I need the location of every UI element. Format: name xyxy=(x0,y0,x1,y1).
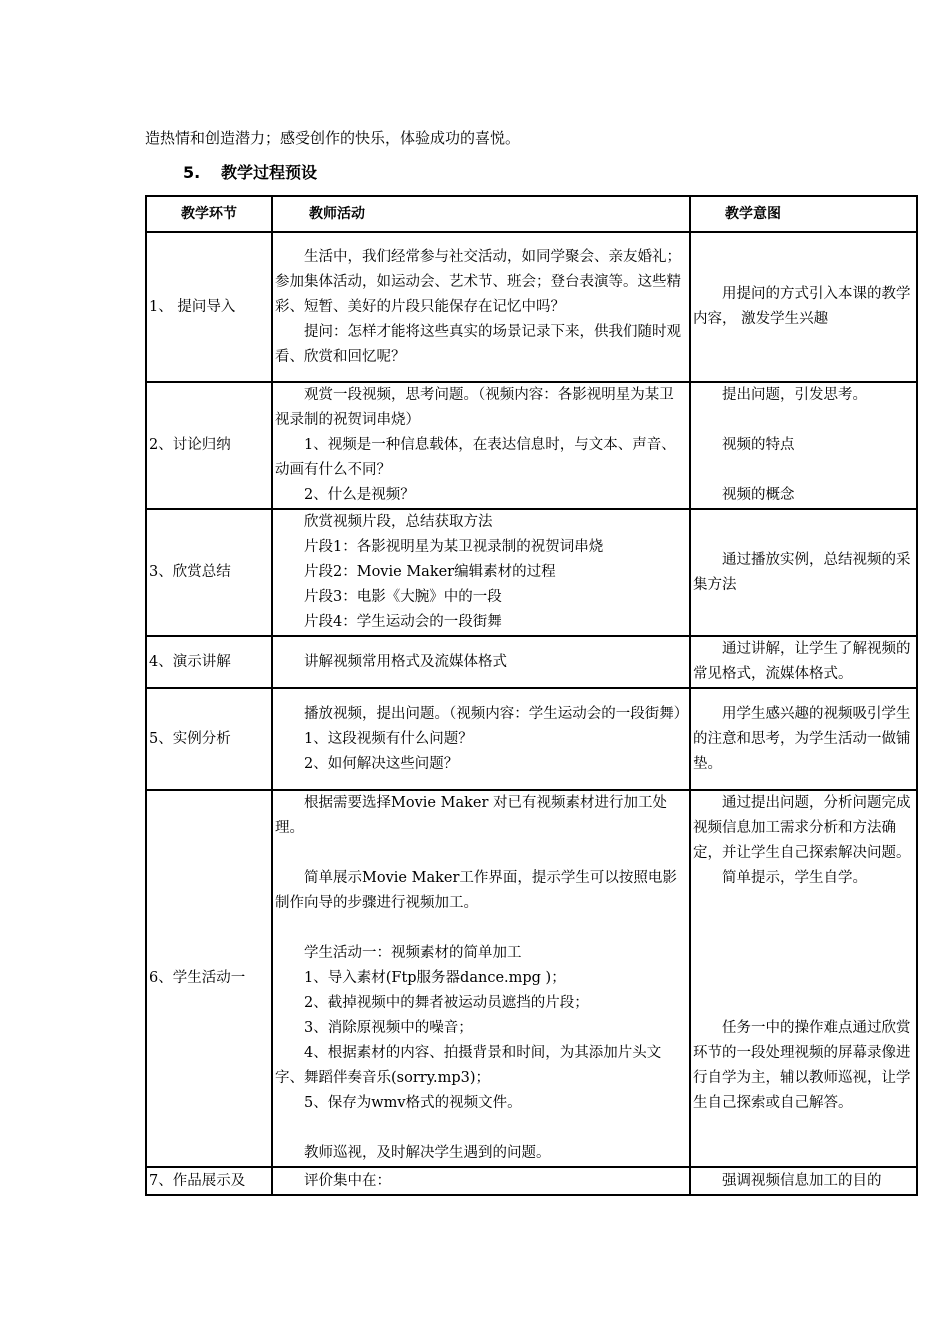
activity-line: 1、视频是一种信息载体，在表达信息时，与文本、声音、动画有什么不同？ xyxy=(275,437,676,478)
activity-line: 提问：怎样才能将这些真实的场景记录下来，供我们随时观看、欣赏和回忆呢？ xyxy=(275,323,681,365)
activity-line: 2、如何解决这些问题？ xyxy=(304,755,459,772)
intent-line: 用提问的方式引入本课的教学内容， 激发学生兴趣 xyxy=(693,286,911,327)
activity-line: 4、根据素材的内容、拍摄背景和时间，为其添加片头文字、舞蹈伴奏音乐(sorry.mp3)； xyxy=(275,1045,662,1086)
intent-cell xyxy=(690,232,917,382)
intro-paragraph: 造热情和创造潜力；感受创作的快乐，体验成功的喜悦。 xyxy=(145,129,521,147)
activity-cell xyxy=(272,688,690,790)
section-title: 教学过程预设 xyxy=(221,163,318,182)
intent-line: 通过讲解，让学生了解视频的常见格式，流媒体格式。 xyxy=(693,641,911,682)
activity-line: 学生活动一：视频素材的简单加工 xyxy=(304,945,522,961)
teaching-process-table xyxy=(145,195,918,1196)
activity-line: 根据需要选择Movie Maker 对已有视频素材进行加工处理。 xyxy=(275,795,667,836)
table-header-row xyxy=(146,196,917,232)
header-stage: 教学环节 xyxy=(146,196,272,232)
activity-line: 评价集中在： xyxy=(304,1172,391,1189)
header-intent: 教学意图 xyxy=(690,196,917,232)
activity-line: 3、消除原视频中的噪音； xyxy=(304,1020,473,1036)
intent-cell xyxy=(690,790,917,1167)
stage-cell: 1、 提问导入 xyxy=(146,232,272,382)
intent-cell xyxy=(690,636,917,688)
stage-cell: 3、欣赏总结 xyxy=(146,509,272,636)
stage-cell: 6、学生活动一 xyxy=(146,790,272,1167)
activity-cell xyxy=(272,509,690,636)
activity-line: 欣赏视频片段，总结获取方法 xyxy=(304,514,493,530)
activity-line: 简单展示Movie Maker工作界面，提示学生可以按照电影制作向导的步骤进行视频加工。 xyxy=(275,870,677,911)
section-number: 5. xyxy=(183,163,201,182)
intent-line: 视频的概念 xyxy=(722,487,795,503)
activity-line: 观赏一段视频，思考问题。（视频内容：各影视明星为某卫视录制的祝贺词串烧） xyxy=(275,387,674,428)
intent-line: 通过播放实例，总结视频的采集方法 xyxy=(693,551,911,593)
activity-line: 生活中，我们经常参与社交活动，如同学聚会、亲友婚礼；参加集体活动，如运动会、艺术节、班会；登台表演等。这些精彩、短暂、美好的片段只能保存在记忆中吗？ xyxy=(275,248,681,315)
stage-cell: 7、作品展示及 xyxy=(146,1167,272,1195)
table-row xyxy=(146,636,917,688)
stage-cell: 2、讨论归纳 xyxy=(146,382,272,509)
table-row xyxy=(146,1167,917,1195)
activity-line: 1、导入素材(Ftp服务器dance.mpg )； xyxy=(304,970,566,986)
activity-line: 片段1：各影视明星为某卫视录制的祝贺词串烧 xyxy=(304,539,604,555)
intent-line: 任务一中的操作难点通过欣赏环节的一段处理视频的屏幕录像进行自学为主，辅以教师巡视，让学生自己探索或自己解答。 xyxy=(693,1020,911,1111)
stage-cell: 5、实例分析 xyxy=(146,688,272,790)
activity-cell xyxy=(272,636,690,688)
activity-line: 片段4：学生运动会的一段街舞 xyxy=(304,614,502,630)
intent-line: 通过提出问题，分析问题完成视频信息加工需求分析和方法确定，并让学生自己探索解决问题。 xyxy=(693,795,911,861)
activity-line: 播放视频，提出问题。（视频内容：学生运动会的一段街舞） xyxy=(304,705,689,722)
intent-cell xyxy=(690,1167,917,1195)
activity-line: 片段3：电影《大腕》中的一段 xyxy=(304,589,502,605)
section-heading xyxy=(183,162,317,184)
intent-line: 强调视频信息加工的目的 xyxy=(722,1172,882,1189)
activity-line: 教师巡视，及时解决学生遇到的问题。 xyxy=(304,1145,551,1161)
table-row xyxy=(146,688,917,790)
activity-line: 片段2：Movie Maker编辑素材的过程 xyxy=(304,564,556,580)
table-row xyxy=(146,382,917,509)
intent-line: 提出问题，引发思考。 xyxy=(722,387,867,403)
activity-cell xyxy=(272,382,690,509)
table-row xyxy=(146,232,917,382)
table-row xyxy=(146,790,917,1167)
intent-cell xyxy=(690,382,917,509)
activity-line: 2、截掉视频中的舞者被运动员遮挡的片段； xyxy=(304,995,589,1011)
intent-line: 简单提示，学生自学。 xyxy=(722,870,867,886)
activity-line: 1、这段视频有什么问题？ xyxy=(304,730,473,747)
intent-cell xyxy=(690,509,917,636)
activity-cell xyxy=(272,790,690,1167)
activity-line: 2、什么是视频？ xyxy=(304,487,415,503)
stage-cell: 4、演示讲解 xyxy=(146,636,272,688)
activity-line: 5、保存为wmv格式的视频文件。 xyxy=(304,1095,522,1111)
table-row xyxy=(146,509,917,636)
header-activity: 教师活动 xyxy=(272,196,690,232)
activity-cell xyxy=(272,232,690,382)
intent-line: 视频的特点 xyxy=(722,437,795,453)
activity-cell xyxy=(272,1167,690,1195)
intent-cell xyxy=(690,688,917,790)
intent-line: 用学生感兴趣的视频吸引学生的注意和思考，为学生活动一做铺垫。 xyxy=(693,705,911,772)
activity-line: 讲解视频常用格式及流媒体格式 xyxy=(304,653,507,670)
